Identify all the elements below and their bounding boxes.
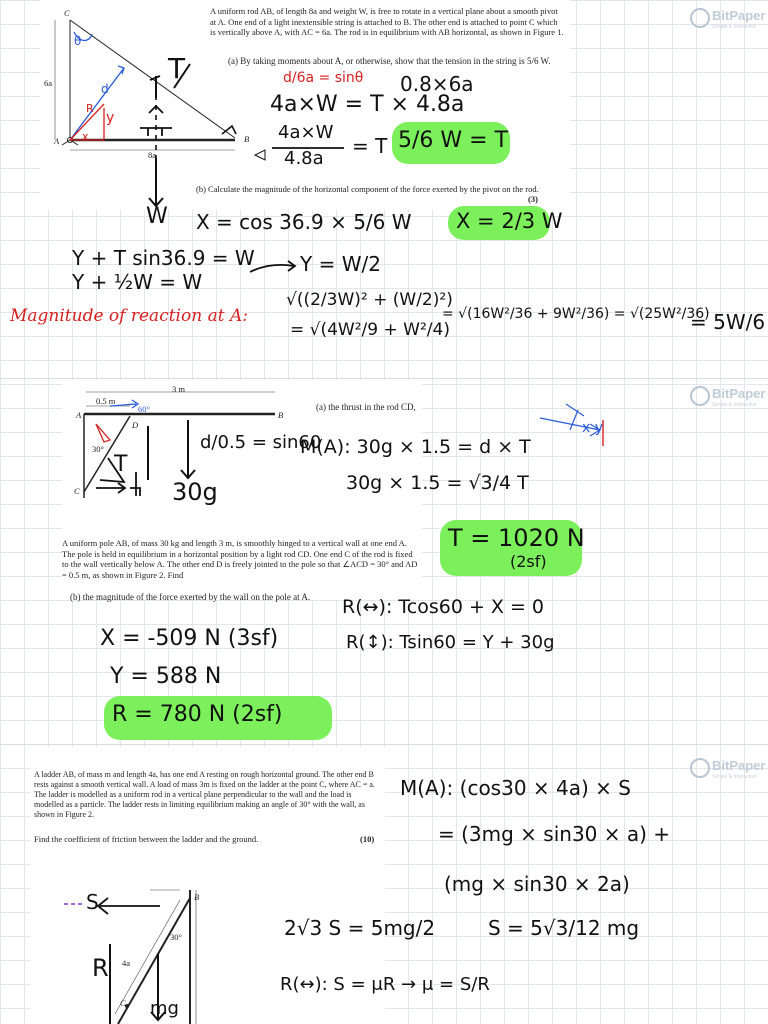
fig3-s: S (86, 890, 99, 914)
q1-hw-a4-eq: = T (352, 134, 388, 158)
brand-tagline: Simple & Interactive (712, 24, 757, 30)
q1-hw-m4: = 5W/6 (690, 310, 766, 334)
fig2-label-c: C (74, 486, 80, 496)
fig1-label-a: A (54, 136, 60, 146)
q1-hw-b2: X = 2/3 W (456, 209, 563, 233)
q1-part-b: (b) Calculate the magnitude of the horizontal component of the force exerted by the pivot on the rod. (196, 184, 539, 194)
q1-question: A uniform rod AB, of length 8a and weight W, is free to rotate in a vertical plane about a smooth pivot at A. One end of a light inextensible string is attached to B. The other end is attached to point C which is vertically above A, with AC = 6a. The rod is in equilibrium with AB horizontal, as shown in Figure 1. (210, 6, 564, 37)
q1-hw-a2: 0.8×6a (400, 72, 474, 96)
q1-hw-c2: Y + ½W = W (72, 270, 203, 294)
brand-name: BitPaper (712, 8, 766, 23)
page-divider-2 (0, 744, 768, 745)
q2-hw-axes: x y (582, 420, 604, 436)
q3-marks: (10) (360, 834, 375, 844)
q3-hw-l4: 2√3 S = 5mg/2 (284, 916, 436, 940)
fig1-label-8a: 8a (148, 150, 157, 160)
q2-question: A uniform pole AB, of mass 30 kg and length 3 m, is smoothly hinged to a vertical wall at one end A. The pole is held in equilibrium in a horizontal position by a light rod CD. One end C of the rod is fixed to the wall vertically below A. The other end D is freely jointed to the pole so that ∠ACD = 30° and AD = 0.5 m, as shown in Figure 2. Find (62, 538, 418, 580)
q3-hw-l2: = (3mg × sin30 × a) + (438, 822, 671, 846)
q1-hw-a4-num: 4a×W (278, 122, 334, 143)
q2-hw-a1: d/0.5 = sin60 (200, 432, 322, 453)
fig1-x: x (82, 130, 89, 143)
page-1 (0, 0, 768, 375)
fig2-label-3m: 3 m (172, 384, 185, 394)
q2-hw-b3: X = -509 N (3sf) (100, 626, 279, 651)
q1-hw-c3: Y = W/2 (300, 252, 381, 276)
brand-name: BitPaper (712, 386, 766, 401)
q1-hw-c1: Y + T sin36.9 = W (72, 246, 255, 270)
fig2-label-0-5m: 0.5 m (96, 396, 116, 406)
q1-part-b-marks: (3) (528, 194, 538, 204)
fig2-label-b: B (278, 410, 284, 420)
fig1-label-6a: 6a (44, 78, 53, 88)
fig1-label-b: B (244, 134, 250, 144)
fig1-t: T (168, 52, 186, 85)
fig1-d: d (101, 82, 109, 96)
fig3-label-4a: 4a (122, 958, 131, 968)
q1-hw-a1: d/6a = sinθ (283, 70, 364, 86)
q1-mag-label: Magnitude of reaction at A: (10, 306, 248, 326)
q1-hw-m2: = √(4W²/9 + W²/4) (290, 320, 450, 340)
q2-hw-a4: T = 1020 N (448, 524, 585, 552)
q3-question: A ladder AB, of mass m and length 4a, has one end A resting on rough horizontal ground. The other end B rests against a smooth vertical wall. A load of mass 3m is fixed on the ladder at the point C, where AC = a. The ladder is modelled as a uniform rod in a vertical plane perpendicular to the wall and the load is modelled as a particle. The ladder rests in limiting equilibrium making an angle of 30° with the wall, as shown in Figure 2. (34, 770, 375, 819)
q2-part-b: (b) the magnitude of the force exerted by the wall on the pole at A. (70, 592, 311, 602)
q1-hw-m3: = √(16W²/36 + 9W²/36) = √(25W²/36) (442, 306, 710, 322)
q2-hw-b2: R(↕): Tsin60 = Y + 30g (346, 632, 555, 653)
fig2-label-60: 60° (138, 404, 150, 414)
fig2-label-d: D (132, 420, 139, 430)
q3-hw-l3: (mg × sin30 × 2a) (444, 872, 630, 896)
fig3-r: R (92, 954, 109, 982)
q2-hw-b1: R(↔): Tcos60 + X = 0 (342, 596, 545, 618)
q3-hw-l1: M(A): (cos30 × 4a) × S (400, 776, 631, 800)
fig1-r: R (86, 102, 94, 115)
q2-hw-a3: 30g × 1.5 = √3/4 T (346, 472, 529, 494)
q1-hw-a4-den: 4.8a (284, 148, 324, 169)
q2-hw-a4b: (2sf) (510, 552, 547, 571)
q1-hw-b1: X = cos 36.9 × 5/6 W (196, 210, 412, 234)
page-3 (0, 748, 768, 1024)
q3-hw-l5: S = 5√3/12 mg (488, 916, 640, 940)
fig2-label-30: 30° (92, 444, 104, 454)
fig3-label-b: B (194, 892, 200, 902)
fig3-label-c: C (120, 998, 126, 1008)
q2-hw-b4: Y = 588 N (110, 664, 222, 689)
q1-hw-a3: 4a×W = T × 4.8a (270, 92, 465, 117)
fig3-label-30: 30° (170, 932, 182, 942)
q3-hw-l6: R(↔): S = μR → μ = S/R (280, 974, 490, 995)
fig1-theta: θ (74, 34, 82, 48)
q1-part-a: (a) By taking moments about A, or otherwise, show that the tension in the string is 5/6 W. (228, 56, 551, 66)
page-divider-1 (0, 378, 768, 379)
page-2 (0, 380, 768, 740)
q2-hw-b5: R = 780 N (2sf) (112, 702, 283, 727)
q2-hw-a2: M(A): 30g × 1.5 = d × T (300, 436, 531, 458)
q3-find: Find the coefficient of friction between the ladder and the ground. (34, 834, 259, 844)
fig2-t: T (114, 452, 128, 477)
fig2-label-a: A (76, 410, 82, 420)
fig1-y: y (106, 110, 115, 126)
brand-tagline: Simple & Interactive (712, 402, 757, 408)
q2-part-a: (a) the thrust in the rod CD, (316, 402, 416, 412)
q1-hw-a5: 5/6 W = T (398, 128, 509, 153)
q1-arrow (248, 258, 308, 278)
brand-tagline: Simple & Interactive (712, 774, 757, 780)
q1-hw-m1: √((2/3W)² + (W/2)²) (286, 290, 453, 310)
brand-name: BitPaper (712, 758, 766, 773)
fig2-30g: 30g (172, 478, 218, 506)
fig3-mg: mg (150, 998, 179, 1019)
fig1-label-c: C (64, 8, 70, 18)
fig1-w: W (146, 204, 168, 229)
